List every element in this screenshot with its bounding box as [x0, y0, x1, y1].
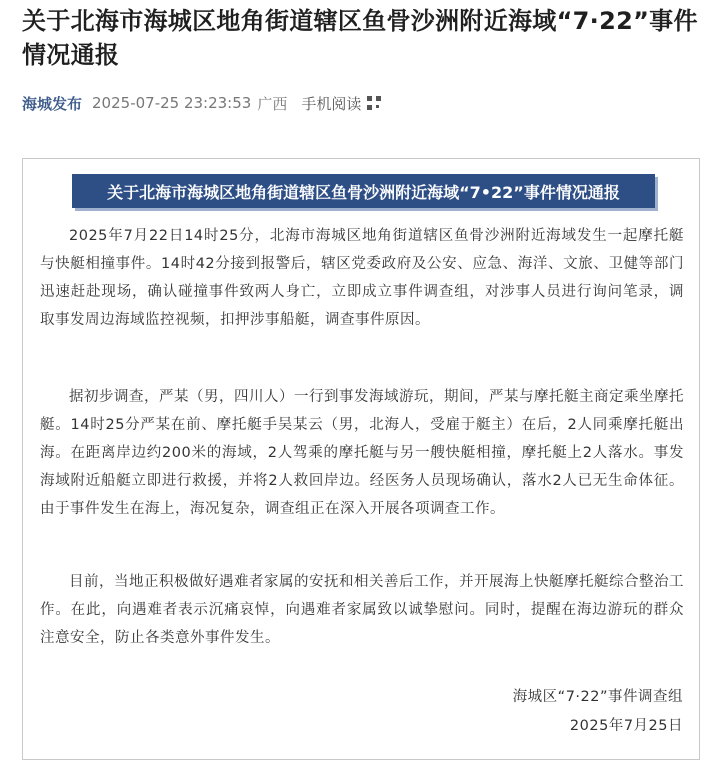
article-title: 关于北海市海城区地角街道辖区鱼骨沙洲附近海域“7·22”事件情况通报 [22, 7, 698, 69]
article-meta [22, 92, 381, 114]
publish-time: 2025-07-25 23:23:53 [92, 94, 252, 112]
qr-code-icon[interactable] [367, 96, 381, 110]
mobile-read-link[interactable]: 手机阅读 [301, 94, 362, 113]
region-label: 广西 [257, 94, 288, 113]
notice-paragraph-1: 2025年7月22日14时25分，北海市海城区地角街道辖区鱼骨沙洲附近海域发生一起摩托艇与快艇相撞事件。14时42分接到报警后，辖区党委政府及公安、应急、海洋、文旅、卫健等部门迅速赶赴现场，确认碰撞事件致两人身亡，立即成立事件调查组，对涉事人员进行询问笔录，调取事发周边海域监控视频，扣押涉事船艇，调查事件原因。 [40, 228, 684, 328]
notice-paragraph-3: 目前，当地正积极做好遇难者家属的安抚和相关善后工作，并开展海上快艇摩托艇综合整治工作。在此，向遇难者表示沉痛哀悼，向遇难者家属致以诚挚慰问。同时，提醒在海边游玩的群众注意安全，防止各类意外事件发生。 [40, 574, 684, 646]
sign-date: 2025年7月25日 [569, 718, 683, 734]
notice-banner: 关于北海市海城区地角街道辖区鱼骨沙洲附近海域“7•22”事件情况通报 [72, 174, 655, 208]
signature: 海城区“7·22”事件调查组 [512, 689, 683, 705]
source-link[interactable]: 海城发布 [22, 94, 83, 113]
notice-paragraph-2: 据初步调查，严某（男，四川人）一行到事发海域游玩，期间，严某与摩托艇主商定乘坐摩托艇。14时25分严某在前、摩托艇手吴某云（男，北海人，受雇于艇主）在后，2人同乘摩托艇出海。在距离岸边约200米的海域，2人驾乘的摩托艇与另一艘快艇相撞，摩托艇上2人落水。事发海域附近船艇立即进行救援，并将2人救回岸边。经医务人员现场确认，落水2人已无生命体征。由于事件发生在海上，海况复杂，调查组正在深入开展各项调查工作。 [40, 389, 684, 517]
